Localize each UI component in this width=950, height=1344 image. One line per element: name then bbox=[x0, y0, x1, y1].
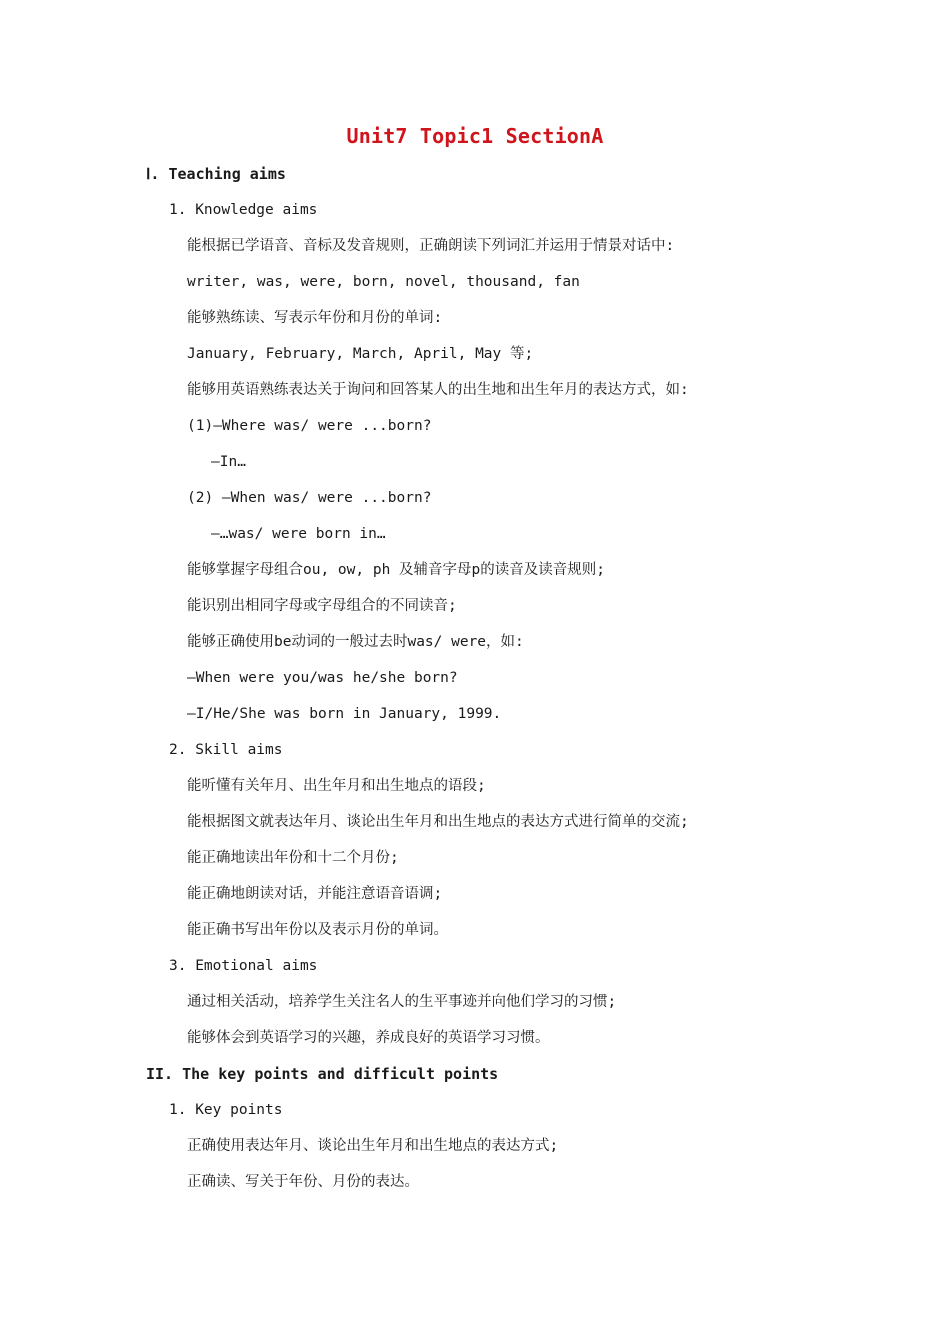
paragraph-line: (1)—Where was/ were ...born? bbox=[187, 418, 432, 434]
subsection-heading: 1. Knowledge aims bbox=[169, 202, 318, 218]
paragraph-line: writer, was, were, born, novel, thousand, fan bbox=[187, 274, 580, 290]
paragraph-line: 能够正确使用be动词的一般过去时was/ were，如: bbox=[187, 634, 524, 650]
paragraph-line: January, February, March, April, May 等; bbox=[187, 346, 534, 362]
subsection-heading: 3. Emotional aims bbox=[169, 958, 318, 974]
paragraph-line: 能够掌握字母组合ou, ow, ph 及辅音字母p的读音及读音规则; bbox=[187, 562, 605, 578]
paragraph-line: 能够体会到英语学习的兴趣，养成良好的英语学习习惯。 bbox=[187, 1030, 550, 1046]
paragraph-line: (2) —When was/ were ...born? bbox=[187, 490, 432, 506]
paragraph-line: 正确读、写关于年份、月份的表达。 bbox=[187, 1174, 419, 1190]
section-heading: Ⅰ. Teaching aims bbox=[146, 165, 286, 183]
section-heading: II. The key points and difficult points bbox=[146, 1065, 499, 1083]
paragraph-line: 能够熟练读、写表示年份和月份的单词: bbox=[187, 310, 443, 326]
paragraph-line: —In… bbox=[211, 454, 246, 470]
paragraph-line: 能正确书写出年份以及表示月份的单词。 bbox=[187, 922, 448, 938]
paragraph-line: 能根据已学语音、音标及发音规则，正确朗读下列词汇并运用于情景对话中: bbox=[187, 238, 675, 254]
paragraph-line: 通过相关活动，培养学生关注名人的生平事迹并向他们学习的习惯; bbox=[187, 994, 617, 1010]
paragraph-line: 能正确地朗读对话，并能注意语音语调; bbox=[187, 886, 443, 902]
subsection-heading: 2. Skill aims bbox=[169, 742, 283, 758]
paragraph-line: —…was/ were born in… bbox=[211, 526, 386, 542]
paragraph-line: 能根据图文就表达年月、谈论出生年月和出生地点的表达方式进行简单的交流; bbox=[187, 814, 689, 830]
paragraph-line: 能够用英语熟练表达关于询问和回答某人的出生地和出生年月的表达方式，如: bbox=[187, 382, 689, 398]
paragraph-line: 能正确地读出年份和十二个月份; bbox=[187, 850, 399, 866]
paragraph-line: 能识别出相同字母或字母组合的不同读音; bbox=[187, 598, 457, 614]
paragraph-line: —When were you/was he/she born? bbox=[187, 670, 458, 686]
paragraph-line: —I/He/She was born in January, 1999. bbox=[187, 706, 502, 722]
document-title: Unit7 Topic1 SectionA bbox=[346, 124, 604, 148]
paragraph-line: 正确使用表达年月、谈论出生年月和出生地点的表达方式; bbox=[187, 1138, 559, 1154]
paragraph-line: 能听懂有关年月、出生年月和出生地点的语段; bbox=[187, 778, 486, 794]
subsection-heading: 1. Key points bbox=[169, 1102, 283, 1118]
